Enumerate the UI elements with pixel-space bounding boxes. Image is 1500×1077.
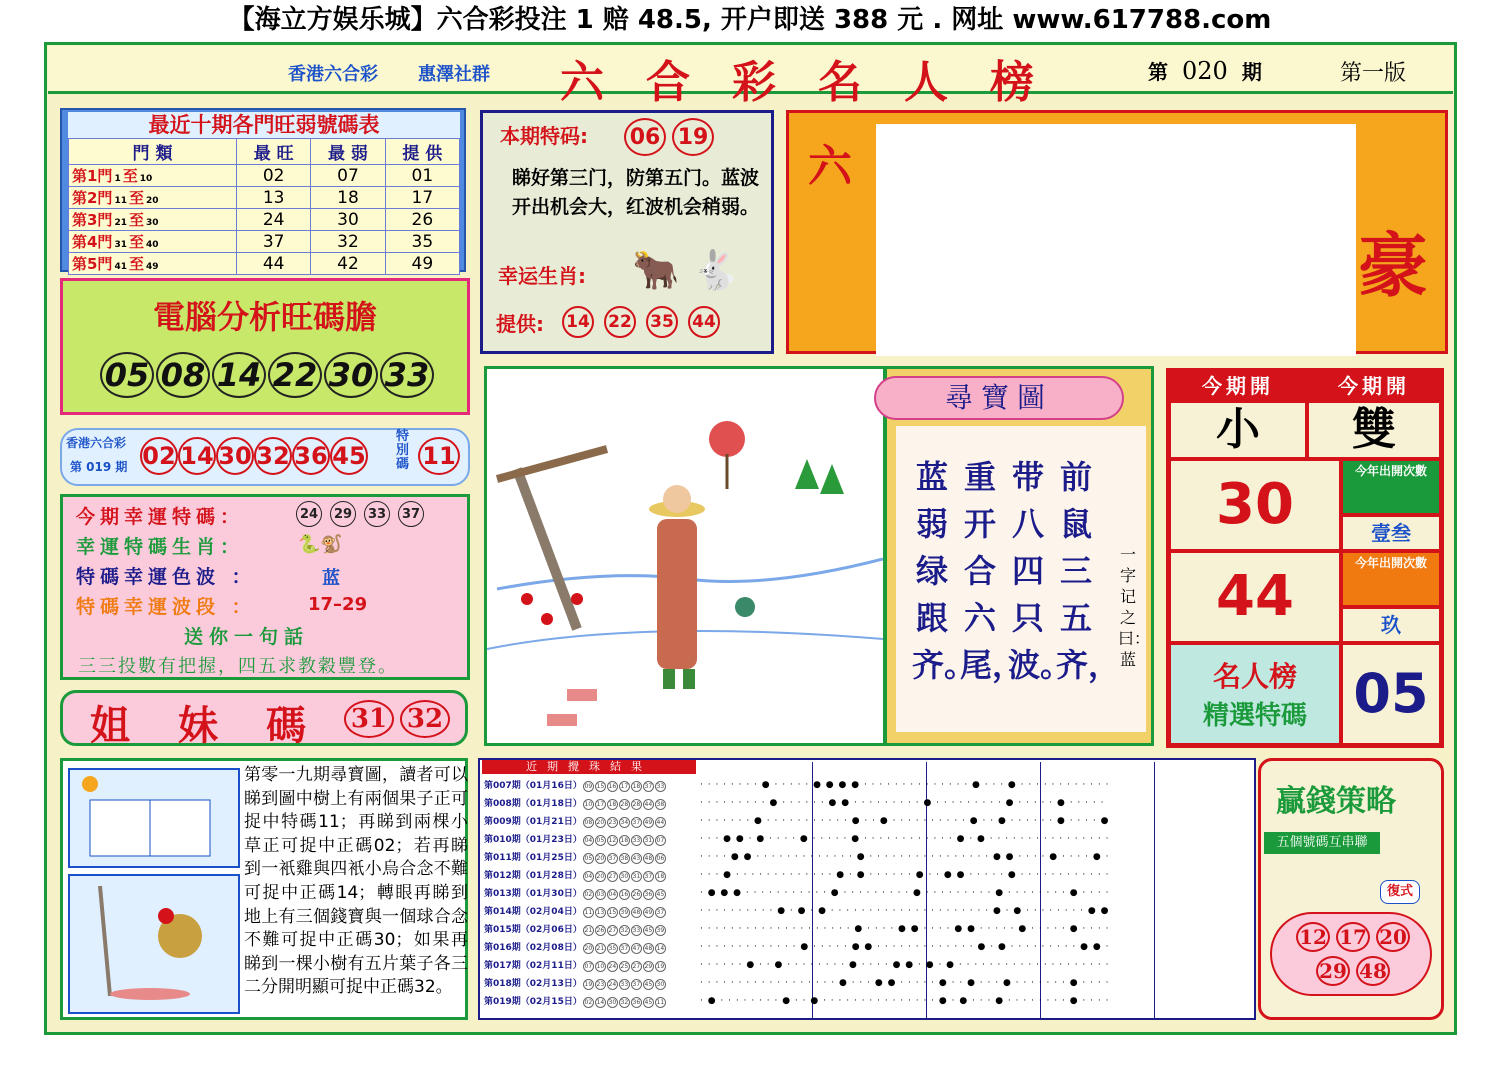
result-ball: 44 — [656, 819, 665, 826]
table-row — [69, 209, 460, 231]
result-row — [484, 832, 666, 850]
result-ball: 27 — [632, 963, 641, 970]
result-label: 第018期（02月13日） — [484, 979, 582, 989]
number-ball: 29 — [1316, 956, 1350, 986]
result-row — [484, 976, 666, 994]
result-ball: 05 — [596, 837, 605, 844]
offer-label: 提供: — [496, 312, 544, 336]
number-ball: 30 — [216, 437, 254, 475]
result-ball: 49 — [644, 819, 653, 826]
result-ball: 10 — [596, 963, 605, 970]
result-ball: 35 — [608, 945, 617, 952]
result-ball: 37 — [644, 873, 653, 880]
hk-label: 香港六合彩 — [288, 64, 378, 85]
result-ball: 33 — [620, 981, 629, 988]
result-dot-track: · · · · · · · · · · ● · ● · ● · · · · · · · · · · · · · · · · · · · · · ● · ● · · · · · · · · ● ● — [700, 906, 1110, 916]
illustration-image — [487, 369, 883, 743]
result-ball: 07 — [656, 837, 665, 844]
table-row — [69, 187, 460, 209]
result-ball: 20 — [596, 819, 605, 826]
number-ball: 33 — [364, 501, 390, 527]
result-ball: 21 — [584, 927, 593, 934]
gate-cell — [69, 253, 237, 275]
result-ball: 28 — [620, 801, 629, 808]
computer-numbers — [100, 352, 434, 398]
ten-issue-title: 最近十期各門旺弱號碼表 — [68, 112, 460, 138]
number-ball: 45 — [330, 437, 368, 475]
result-ball: 23 — [596, 981, 605, 988]
summary-header: 今期開 — [1307, 371, 1441, 401]
computer-title: 電腦分析旺碼膽 — [152, 298, 377, 336]
previous-issue: 第 019 期 — [70, 460, 128, 474]
lucky-color-label: 特碼幸運色波 ： — [76, 566, 256, 588]
result-ball: 02 — [584, 891, 593, 898]
summary-header: 今期開 — [1169, 371, 1307, 401]
number-ball: 44 — [688, 306, 720, 338]
result-dot-track: · · · · · · · · · · · · · ● · · · · · ● ● · · · · · · · · · · · · · ● · ● · · · · · · · · · ● ● · — [700, 942, 1110, 952]
result-ball: 02 — [584, 999, 593, 1006]
offer-cell: 01 — [385, 165, 459, 187]
result-label: 第007期（01月16日） — [484, 781, 582, 791]
hot-cell: 13 — [237, 187, 311, 209]
results-title: 近期攪珠結果 — [482, 760, 696, 774]
offer-cell: 49 — [385, 253, 459, 275]
result-dot-track: · · · · · · · · · · · · · · · · · · ● · · · ● ● · · · · · ● · · ● · · · ● · · · · · · · ● · · · · — [700, 978, 1110, 988]
result-row — [484, 886, 666, 904]
gate-label: 第3門 — [72, 211, 113, 229]
result-ball: 38 — [656, 801, 665, 808]
result-ball: 20 — [596, 855, 605, 862]
table-header: 最 旺 — [237, 139, 311, 165]
table-header-row — [69, 139, 460, 165]
number-ball: 31 — [344, 700, 394, 738]
issue-suffix: 期 — [1241, 60, 1262, 84]
result-ball: 18 — [608, 801, 617, 808]
lucky-zodiac-label: 幸運特碼生肖： — [76, 536, 245, 558]
treasure-title: 尋寶圖 — [874, 376, 1124, 420]
gate-label: 第1門 — [72, 167, 113, 185]
table-row — [69, 253, 460, 275]
result-row — [484, 868, 666, 886]
weak-cell: 18 — [311, 187, 385, 209]
result-ball: 38 — [620, 855, 629, 862]
previous-label: 香港六合彩 — [66, 436, 127, 450]
result-ball: 04 — [608, 891, 617, 898]
result-ball: 09 — [584, 783, 593, 790]
result-ball: 34 — [620, 819, 629, 826]
result-row — [484, 796, 666, 814]
lucky-numbers — [296, 501, 424, 527]
gate-to-label: 至 — [122, 167, 138, 185]
number-ball: 14 — [178, 437, 216, 475]
result-ball: 33 — [632, 837, 641, 844]
result-label: 第017期（02月11日） — [484, 961, 582, 971]
famous-subtitle: 精選特碼 — [1202, 701, 1307, 731]
result-label: 第009期（01月21日） — [484, 817, 582, 827]
result-ball: 11 — [584, 909, 593, 916]
result-ball: 48 — [644, 855, 653, 862]
result-label: 第014期（02月04日） — [484, 907, 582, 917]
gate-to: 40 — [145, 240, 159, 250]
lucky-range-label: 特碼幸運波段 ： — [76, 596, 256, 618]
result-ball: 04 — [584, 873, 593, 880]
result-ball: 36 — [644, 891, 653, 898]
result-ball: 27 — [608, 873, 617, 880]
result-ball: 49 — [644, 909, 653, 916]
number-ball: 36 — [292, 437, 330, 475]
result-ball: 10 — [584, 801, 593, 808]
article-text: 第零一九期尋寶圖，讀者可以睇到圖中樹上有兩個果子正可捉中特碼11；再睇到兩棵小草正可捉中正碼02；若再睇到一衹雞與四衹小烏合念不難可捉中正碼14；轉眼再睇到地上有三個錢寶與一個球合念不難可捉中正碼30；如果再睇到一棵小樹有五片葉子各三二分開明顯可捉中正碼32。 — [244, 765, 468, 998]
result-ball: 16 — [608, 783, 617, 790]
result-ball: 19 — [656, 963, 665, 970]
result-label: 第016期（02月08日） — [484, 943, 582, 953]
hot-cell: 44 — [237, 253, 311, 275]
gate-from: 31 — [114, 240, 127, 250]
page-title: 六合彩名人榜 — [560, 57, 1076, 108]
result-row — [484, 922, 666, 940]
number-ball: 06 — [624, 118, 666, 156]
result-ball: 14 — [656, 945, 665, 952]
result-ball: 36 — [632, 999, 641, 1006]
gate-to-label: 至 — [128, 189, 144, 207]
gate-label: 第5門 — [72, 255, 113, 273]
gate-cell — [69, 231, 237, 253]
result-ball: 48 — [644, 945, 653, 952]
result-ball: 37 — [620, 945, 629, 952]
result-ball: 16 — [620, 891, 629, 898]
result-ball: 37 — [656, 909, 665, 916]
result-ball: 31 — [632, 873, 641, 880]
lucky-range-value: 17–29 — [308, 594, 368, 615]
table-row — [69, 231, 460, 253]
strategy-title: 贏錢策略 — [1276, 784, 1396, 819]
result-ball: 26 — [632, 891, 641, 898]
result-ball: 05 — [584, 855, 593, 862]
gate-from: 1 — [114, 174, 121, 184]
result-ball: 30 — [608, 999, 617, 1006]
number-ball: 19 — [672, 118, 714, 156]
zodiac-label: 幸运生肖: — [498, 264, 586, 288]
famous-title: 名人榜 — [1212, 660, 1297, 693]
number-ball: 22 — [604, 306, 636, 338]
edition-label: 第一版 — [1340, 61, 1407, 86]
result-dot-track: · ● ● ● · · · · · · · · · · · ● · · · · · · · · · ● · · · · · · · · · ● · · · · · · · · ● · · · · — [700, 888, 1110, 898]
special-label: 本期特码: — [500, 124, 588, 148]
ten-issue-table — [68, 138, 460, 275]
weak-cell: 42 — [311, 253, 385, 275]
special-numbers — [624, 118, 714, 156]
count-value: 壹叁 — [1341, 515, 1441, 551]
count-value: 玖 — [1341, 607, 1441, 643]
result-ball: 30 — [620, 873, 629, 880]
special-description: 睇好第三门，防第五门。蓝波开出机会大，红波机会稍弱。 — [512, 167, 760, 218]
result-label: 第013期（01月30日） — [484, 889, 582, 899]
result-ball: 18 — [620, 837, 629, 844]
book-icon — [70, 770, 238, 866]
treasure-verse-column: 重开合六尾， — [960, 458, 1025, 684]
result-ball: 32 — [620, 927, 629, 934]
result-ball: 15 — [608, 909, 617, 916]
result-dot-track: · · · · · · · · · · · · · · · · · · · · ● · · · · ● ● · · · · ● ● · · · · · ● · · · · · ● · · · · — [700, 924, 1110, 934]
number-ball: 12 — [1296, 922, 1330, 952]
result-row — [484, 904, 666, 922]
count-note: 今年出開次數 — [1341, 551, 1441, 607]
number-ball: 17 — [1336, 922, 1370, 952]
gate-from: 41 — [114, 262, 127, 272]
result-label: 第011期（01月25日） — [484, 853, 582, 863]
result-ball: 27 — [608, 927, 617, 934]
result-ball: 20 — [596, 873, 605, 880]
offer-cell: 26 — [385, 209, 459, 231]
ad-char: 豪 — [1358, 224, 1428, 307]
result-dot-track: · · · ● · · · · · · · · · · · · · ● · ● · · · · · · ● · · ● ● · · · · · ● · · · · · · · · · · · · — [700, 870, 1110, 880]
result-ball: 29 — [644, 963, 653, 970]
gate-from: 11 — [114, 196, 127, 206]
book-image — [68, 768, 240, 868]
result-ball: 20 — [584, 945, 593, 952]
gate-cell — [69, 165, 237, 187]
count-note: 今年出開次數 — [1341, 459, 1441, 515]
number-ball: 05 — [100, 352, 154, 398]
number-ball: 35 — [646, 306, 678, 338]
result-ball: 47 — [632, 945, 641, 952]
result-ball: 31 — [644, 837, 653, 844]
summary-panel — [1166, 368, 1444, 748]
number-ball: 22 — [268, 352, 322, 398]
gate-to-label: 至 — [128, 255, 144, 273]
result-dot-track: · ● · · · · · · · · ● · · ● · · · · · · · · · · · · · · · ● · ● · · · ● · · · · · · · · ● · · · · — [700, 996, 1110, 1006]
number-ball: 02 — [140, 437, 178, 475]
treasure-verse-column: 带八四只波。 — [1008, 458, 1073, 684]
rooster-image — [68, 874, 240, 1014]
result-dot-track: · · · · ● ● · · · · · · · · · · · · · ● · · · · · · · · · · · · · · · · ● ● · · · · ● · · · · ● · — [700, 852, 1110, 862]
result-ball: 15 — [596, 783, 605, 790]
result-ball: 14 — [596, 999, 605, 1006]
number-ball: 29 — [330, 501, 356, 527]
zodiac-animal-icon: 🐍🐒 — [298, 534, 343, 555]
number-ball: 14 — [562, 306, 594, 338]
result-label: 第008期（01月18日） — [484, 799, 582, 809]
result-ball: 37 — [608, 855, 617, 862]
result-ball: 44 — [644, 801, 653, 808]
ad-char: 六 — [808, 141, 852, 192]
number-ball: 20 — [1376, 922, 1410, 952]
result-ball: 04 — [584, 837, 593, 844]
gate-cell — [69, 187, 237, 209]
top-banner: 【海立方娱乐城】六合彩投注 1 赔 48.5, 开户即送 388 元 . 网址 www.617788.com — [228, 5, 1272, 35]
result-row — [484, 850, 666, 868]
gate-to: 10 — [139, 174, 153, 184]
weak-cell: 30 — [311, 209, 385, 231]
result-ball: 45 — [656, 891, 665, 898]
result-ball: 13 — [596, 909, 605, 916]
result-ball: 39 — [656, 927, 665, 934]
count-number: 30 — [1169, 459, 1341, 551]
rabbit-icon: 🐇 — [692, 248, 740, 292]
result-ball: 12 — [608, 837, 617, 844]
result-ball: 33 — [632, 927, 641, 934]
result-row — [484, 958, 666, 976]
treasure-body — [896, 426, 1151, 732]
result-ball: 32 — [620, 999, 629, 1006]
number-ball: 48 — [1356, 956, 1390, 986]
result-row — [484, 814, 666, 832]
hot-cell: 37 — [237, 231, 311, 253]
table-header: 最 弱 — [311, 139, 385, 165]
result-ball: 08 — [584, 819, 593, 826]
gate-to: 30 — [145, 218, 159, 228]
phrase-text: 三三投數有把握，四五求教穀豐登。 — [78, 656, 398, 677]
result-ball: 28 — [632, 801, 641, 808]
special-number — [418, 437, 460, 475]
number-ball: 24 — [296, 501, 322, 527]
number-ball: 11 — [418, 437, 460, 475]
number-ball: 08 — [156, 352, 210, 398]
strategy-subtitle: 五個號碼互串聯 — [1264, 832, 1380, 854]
sister-title: 姐妹碼 — [90, 702, 354, 749]
treasure-illustration — [484, 366, 886, 746]
special-label: 特別碼 — [396, 429, 410, 472]
issue-number — [1148, 56, 1262, 85]
result-ball: 48 — [632, 909, 641, 916]
offer-cell: 35 — [385, 231, 459, 253]
weak-cell: 07 — [311, 165, 385, 187]
issue-value: 020 — [1182, 57, 1228, 85]
gate-from: 21 — [114, 218, 127, 228]
result-ball: 37 — [632, 981, 641, 988]
famous-pick-box — [1169, 643, 1341, 745]
result-ball: 45 — [644, 981, 653, 988]
gate-label: 第4門 — [72, 233, 113, 251]
number-ball: 14 — [212, 352, 266, 398]
gate-to-label: 至 — [128, 233, 144, 251]
weak-cell: 32 — [311, 231, 385, 253]
result-dot-track: · · · · · · · ● · · · · · · · · · · · ● · · ● · · · · · · · · · · ● · · ● · · · · · · ● · · · · ● — [700, 816, 1110, 826]
ad-blank — [876, 124, 1356, 356]
result-ball: 06 — [656, 855, 665, 862]
ox-icon: 🐂 — [632, 248, 680, 292]
group-label: 惠澤社群 — [418, 64, 490, 85]
treasure-side-note: 一字记之曰：蓝 — [1118, 545, 1151, 669]
result-label: 第010期（01月23日） — [484, 835, 582, 845]
result-ball: 21 — [596, 945, 605, 952]
result-ball: 45 — [644, 999, 653, 1006]
result-ball: 18 — [656, 873, 665, 880]
offer-cell: 17 — [385, 187, 459, 209]
phrase-title: 送你一句話 — [184, 626, 310, 648]
gate-to: 20 — [145, 196, 159, 206]
hot-cell: 24 — [237, 209, 311, 231]
result-ball: 26 — [596, 927, 605, 934]
table-row — [69, 165, 460, 187]
sister-numbers — [344, 700, 450, 738]
result-ball: 24 — [608, 981, 617, 988]
result-label: 第019期（02月15日） — [484, 997, 582, 1007]
gate-label: 第2門 — [72, 189, 113, 207]
result-dot-track: · · · ● ● · ● · · · · ● · · · · · ● · · · · · · · · · · · · ● · ● · · · · · · · · · · · · · · · · — [700, 834, 1110, 844]
result-ball: 30 — [656, 981, 665, 988]
result-dot-track: · · · · · · · · ● · · · · · ● ● ● ● · · · · · · · · · · · · · · ● · · · ● · · · · · · · · · · · · — [700, 780, 1110, 790]
table-header: 提 供 — [385, 139, 459, 165]
rooster-icon — [70, 876, 238, 1012]
issue-prefix: 第 — [1148, 60, 1168, 84]
lucky-number-label: 今期幸運特碼： — [76, 506, 245, 528]
result-dot-track: · · · · · · ● · · ● · · · · · · · · ● · · · · ● ● · ● · ● · · · · · · · · · · · · · · · · · · · · — [700, 960, 1110, 970]
result-dot-track: · · · · · · · · · ● · · · · · · ● ● · · · · · · · · · ● · · · · · · · · · ● · · · · · ● · · · · · — [700, 798, 1105, 808]
hot-cell: 02 — [237, 165, 311, 187]
result-row — [484, 940, 666, 958]
result-ball: 17 — [596, 801, 605, 808]
result-ball: 33 — [656, 783, 665, 790]
result-label: 第015期（02月06日） — [484, 925, 582, 935]
result-ball: 19 — [584, 981, 593, 988]
offer-numbers — [562, 306, 720, 338]
result-ball: 25 — [620, 963, 629, 970]
treasure-verse-column: 蓝弱绿跟齐。 — [912, 458, 977, 684]
result-row — [484, 778, 666, 796]
number-ball: 30 — [324, 352, 378, 398]
strategy-numbers — [1288, 922, 1418, 986]
result-ball: 07 — [584, 963, 593, 970]
result-label: 第012期（01月28日） — [484, 871, 582, 881]
lucky-color-value: 蓝 — [322, 568, 340, 589]
gate-to: 49 — [145, 262, 159, 272]
gate-cell — [69, 209, 237, 231]
result-ball: 24 — [608, 963, 617, 970]
result-row — [484, 994, 666, 1012]
strategy-mode: 復式 — [1380, 880, 1420, 904]
table-header: 門 類 — [69, 139, 237, 165]
result-ball: 37 — [632, 819, 641, 826]
number-ball: 32 — [254, 437, 292, 475]
result-ball: 37 — [644, 783, 653, 790]
treasure-verse-column: 前鼠三五齐， — [1056, 458, 1121, 684]
result-ball: 03 — [596, 891, 605, 898]
parity-value: 雙 — [1307, 401, 1441, 459]
result-ball: 45 — [644, 927, 653, 934]
result-ball: 17 — [620, 783, 629, 790]
number-ball: 32 — [400, 700, 450, 738]
size-value: 小 — [1169, 401, 1307, 459]
result-ball: 39 — [620, 909, 629, 916]
result-ball: 23 — [608, 819, 617, 826]
count-number: 44 — [1169, 551, 1341, 643]
result-ball: 18 — [632, 783, 641, 790]
previous-numbers — [140, 437, 368, 475]
result-ball: 11 — [656, 999, 665, 1006]
number-ball: 33 — [380, 352, 434, 398]
famous-number: 05 — [1341, 643, 1441, 745]
gate-to-label: 至 — [128, 211, 144, 229]
result-ball: 43 — [632, 855, 641, 862]
number-ball: 37 — [398, 501, 424, 527]
